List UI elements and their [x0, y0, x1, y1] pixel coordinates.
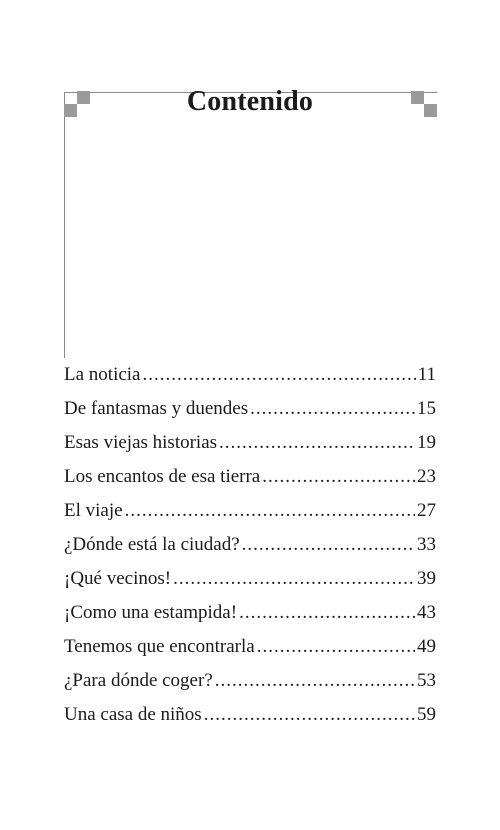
toc-leader-dots [250, 398, 415, 420]
toc-entry [64, 704, 436, 738]
toc-entry-page: 33 [417, 534, 436, 555]
toc-entry-page: 27 [417, 500, 436, 521]
toc-entry-title: Una casa de niños [64, 704, 202, 725]
toc-entry-page: 11 [417, 364, 436, 385]
toc-leader-dots [219, 432, 415, 454]
toc-leader-dots [239, 602, 415, 624]
toc-entry [64, 432, 436, 466]
toc-entry-title: ¡Qué vecinos! [64, 568, 172, 589]
toc-entry [64, 500, 436, 534]
toc-entry-page: 43 [417, 602, 436, 623]
toc-entry-page: 49 [417, 636, 436, 657]
toc-leader-dots [257, 636, 415, 658]
toc-entry-title: De fantasmas y duendes [64, 398, 249, 419]
toc-entry [64, 466, 436, 500]
toc-leader-dots [125, 500, 415, 522]
toc-entry [64, 568, 436, 602]
toc-entry-title: ¿Dónde está la ciudad? [64, 534, 240, 555]
page-title: Contenido [186, 86, 314, 117]
toc-leader-dots [215, 670, 415, 692]
toc-entry-title: Los encantos de esa tierra [64, 466, 261, 487]
toc-entry-title: Esas viejas historias [64, 432, 218, 453]
toc-entry [64, 364, 436, 398]
toc-leader-dots [173, 568, 415, 590]
toc-leader-dots [242, 534, 415, 556]
toc-leader-dots [143, 364, 416, 386]
toc-entry-page: 15 [417, 398, 436, 419]
toc-entry-title: ¿Para dónde coger? [64, 670, 213, 691]
toc-entry-page: 39 [417, 568, 436, 589]
frame-left-rule [64, 92, 65, 358]
toc-entry-page: 59 [417, 704, 436, 725]
toc-entry-title: La noticia [64, 364, 141, 385]
toc-entry [64, 398, 436, 432]
toc-leader-dots [204, 704, 415, 726]
toc-leader-dots [262, 466, 415, 488]
table-of-contents [64, 364, 436, 738]
toc-entry-page: 23 [417, 466, 436, 487]
toc-entry [64, 534, 436, 568]
toc-entry-page: 19 [417, 432, 436, 453]
toc-entry [64, 670, 436, 704]
toc-entry [64, 636, 436, 670]
toc-entry-title: ¡Como una estampida! [64, 602, 238, 623]
toc-entry [64, 602, 436, 636]
toc-entry-page: 53 [417, 670, 436, 691]
toc-entry-title: Tenemos que encontrarla [64, 636, 255, 657]
toc-entry-title: El viaje [64, 500, 123, 521]
